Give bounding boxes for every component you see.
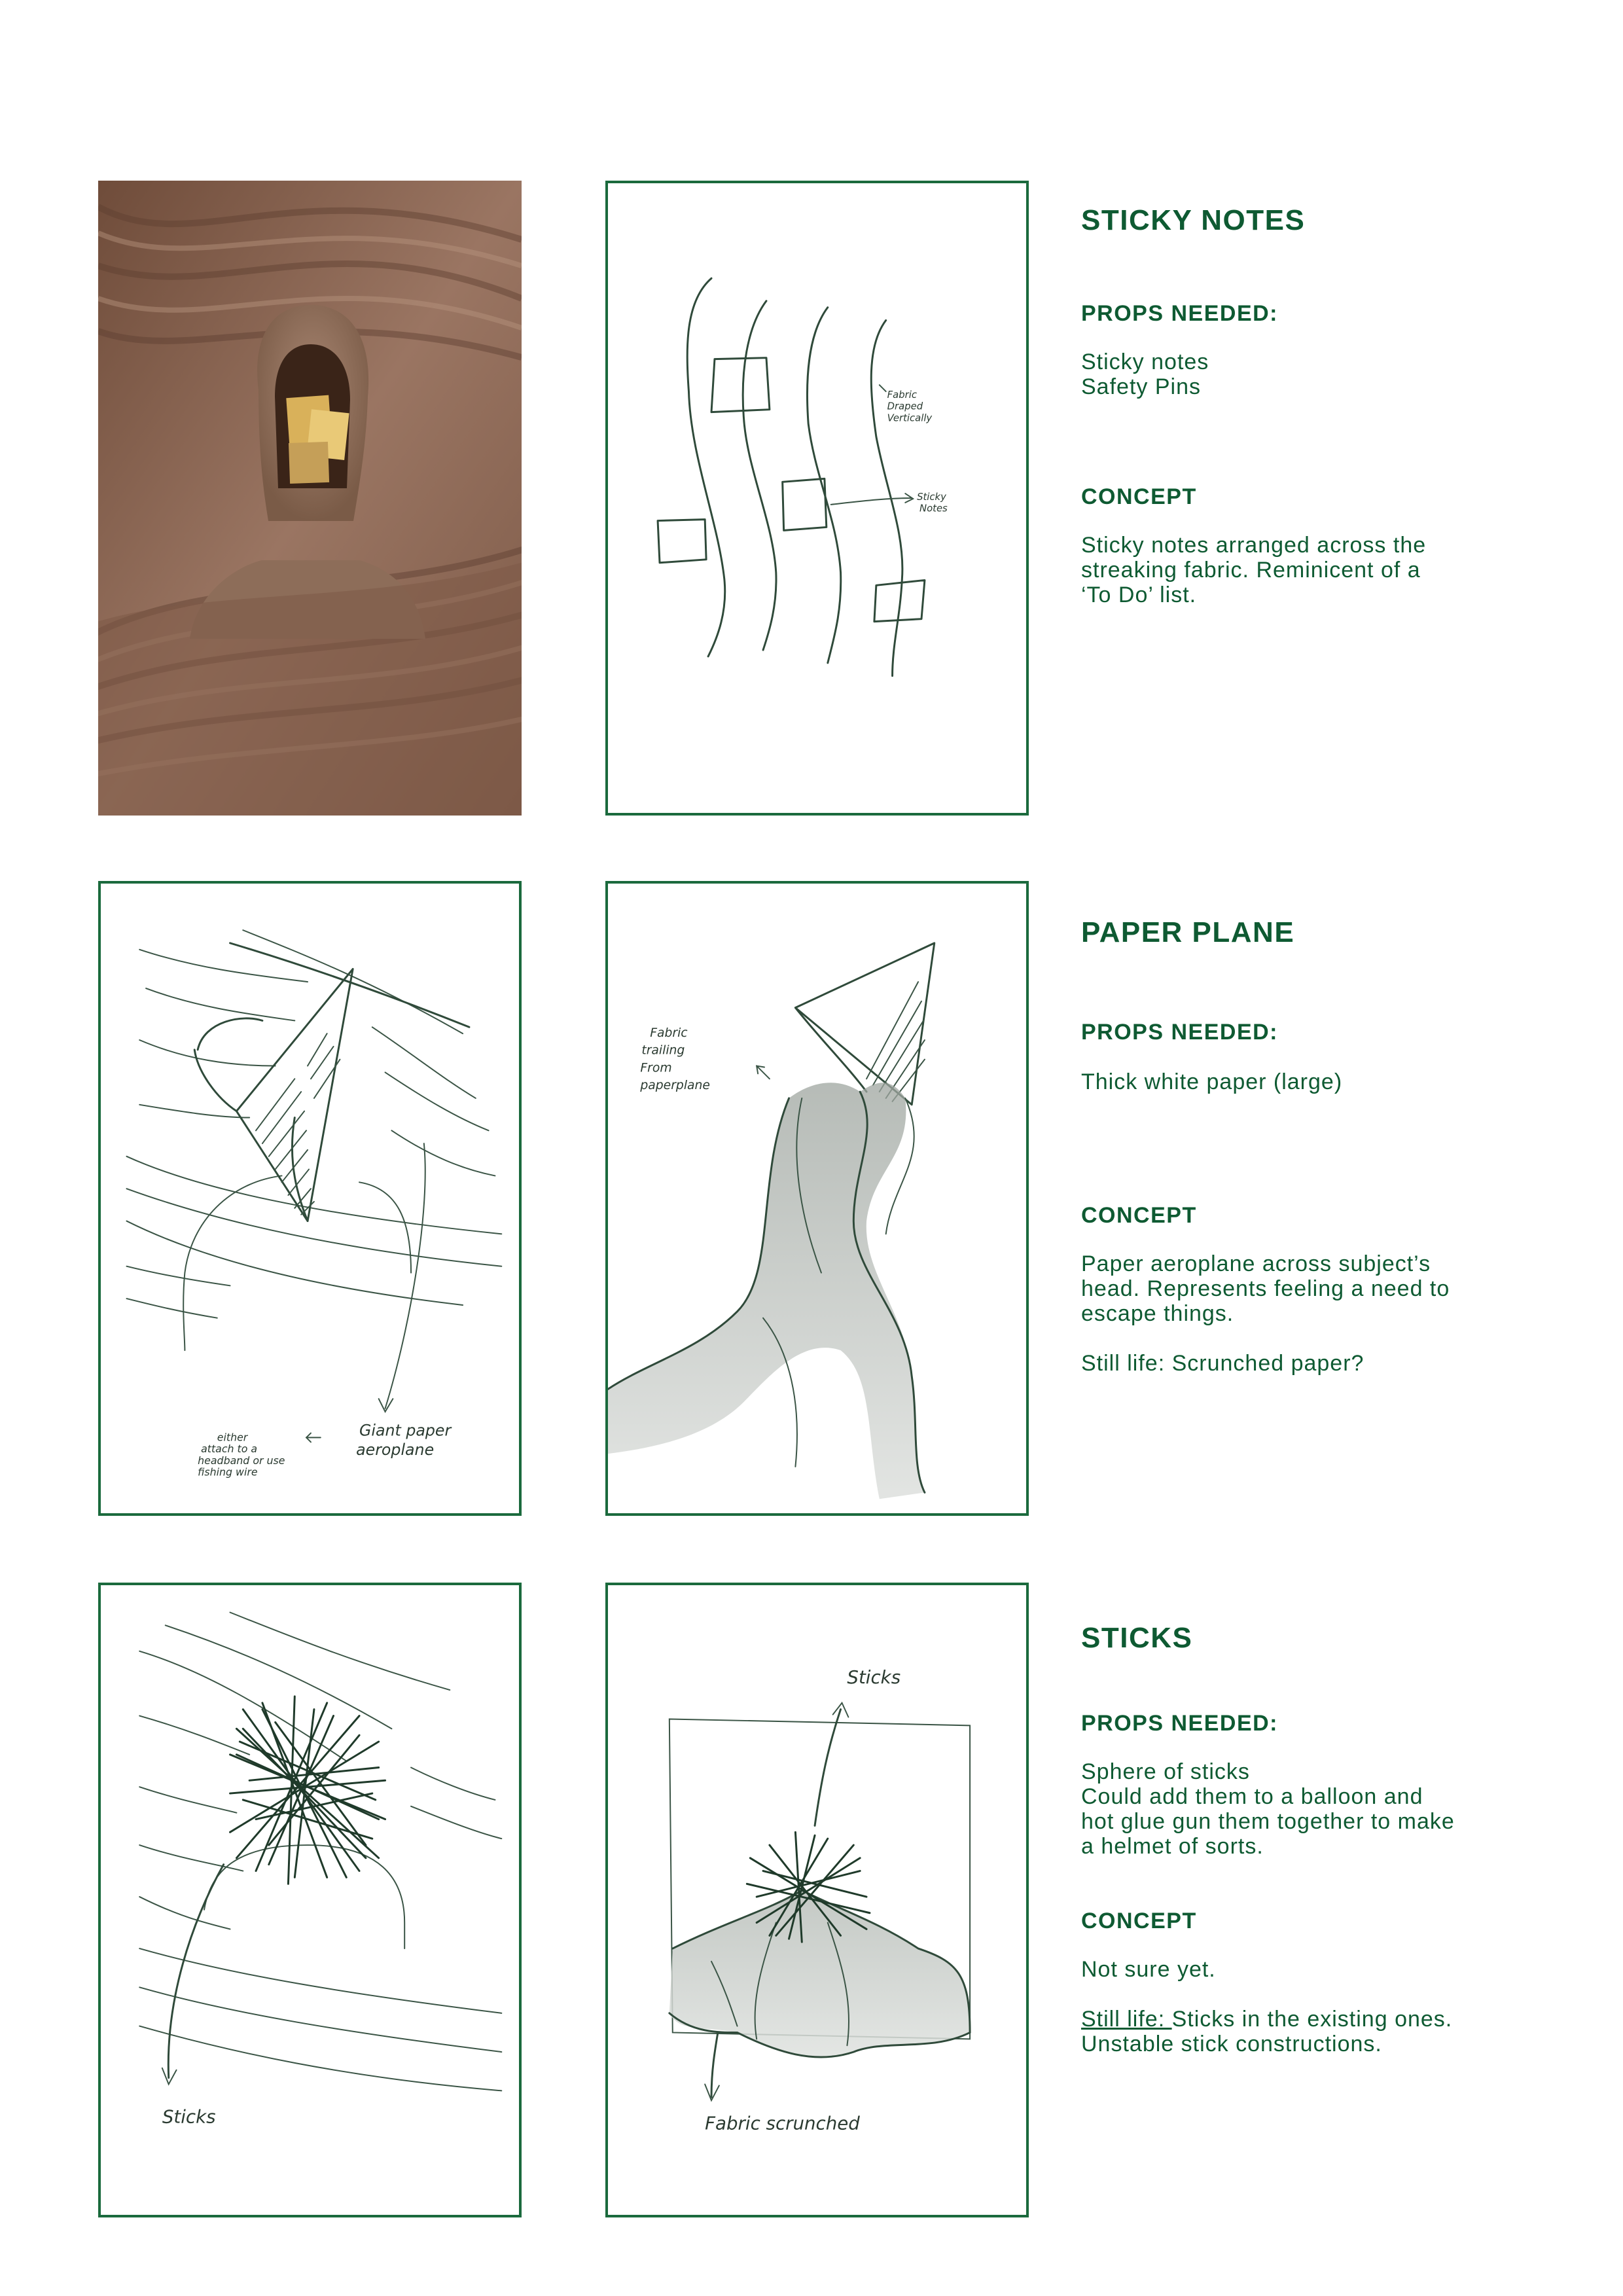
label-vertically: Vertically xyxy=(887,412,933,424)
prop-item: a helmet of sorts. xyxy=(1081,1834,1264,1859)
label-trailing: trailing xyxy=(641,1043,685,1058)
sketch-sticks-fabric xyxy=(605,1583,1029,2217)
concept-line: Paper aeroplane across subject’s xyxy=(1081,1251,1431,1276)
props-heading: PROPS NEEDED: xyxy=(1081,1711,1278,1736)
prop-item: Thick white paper (large) xyxy=(1081,1069,1343,1094)
section-title: STICKY NOTES xyxy=(1081,204,1306,236)
concept-line: Not sure yet. xyxy=(1081,1957,1216,1982)
hooded-figure-photo xyxy=(98,181,522,816)
prop-item: hot glue gun them together to make xyxy=(1081,1809,1455,1834)
still-life-line-2: Unstable stick constructions. xyxy=(1081,2032,1382,2056)
concept-line: streaking fabric. Reminicent of a xyxy=(1081,558,1421,583)
label-either: either xyxy=(217,1431,248,1444)
props-heading: PROPS NEEDED: xyxy=(1081,1020,1278,1045)
concept-heading: CONCEPT xyxy=(1081,1203,1197,1228)
concept-line: ‘To Do’ list. xyxy=(1081,583,1197,607)
label-sticks: Sticks xyxy=(162,2106,216,2128)
section-title: STICKS xyxy=(1081,1622,1193,1654)
label-from: From xyxy=(640,1061,672,1075)
prop-item: Safety Pins xyxy=(1081,374,1201,399)
label-fabric-scrunched: Fabric scrunched xyxy=(705,2112,860,2134)
section-title: PAPER PLANE xyxy=(1081,916,1295,948)
concept-line: head. Represents feeling a need to xyxy=(1081,1276,1450,1301)
prop-item: Could add them to a balloon and xyxy=(1081,1784,1423,1809)
label-attach: attach to a xyxy=(201,1443,258,1456)
label-sticks: Sticks xyxy=(847,1666,901,1689)
label-fabric: Fabric xyxy=(650,1026,688,1041)
label-notes: Notes xyxy=(919,503,948,514)
sketch-sticky-notes xyxy=(605,181,1029,816)
prop-item: Sticky notes xyxy=(1081,350,1209,374)
still-life-line: Still life: Scrunched paper? xyxy=(1081,1351,1364,1376)
label-fishing: fishing wire xyxy=(198,1465,258,1479)
concept-line: Sticky notes arranged across the xyxy=(1081,533,1427,558)
label-paperplane: paperplane xyxy=(640,1079,710,1093)
label-fabric: Fabric xyxy=(887,389,917,401)
props-heading: PROPS NEEDED: xyxy=(1081,301,1278,326)
sketch-paper-plane-fabric xyxy=(605,881,1029,1516)
still-life-label: Still life: xyxy=(1081,2007,1172,2032)
still-life-text: Sticks in the existing ones. xyxy=(1171,2007,1453,2032)
label-draped: Draped xyxy=(887,401,923,412)
concept-heading: CONCEPT xyxy=(1081,484,1197,509)
still-life-line xyxy=(1081,2007,1452,2032)
concept-line: escape things. xyxy=(1081,1301,1234,1326)
label-headband: headband or use xyxy=(198,1454,285,1467)
label-aeroplane: aeroplane xyxy=(356,1441,435,1460)
prop-item: Sphere of sticks xyxy=(1081,1759,1250,1784)
label-sticky: Sticky xyxy=(917,491,946,503)
sketch-sticks-head xyxy=(98,1583,522,2217)
label-giant-paper: Giant paper xyxy=(359,1421,452,1440)
sketch-paper-plane-head xyxy=(98,881,522,1516)
concept-heading: CONCEPT xyxy=(1081,1909,1197,1933)
